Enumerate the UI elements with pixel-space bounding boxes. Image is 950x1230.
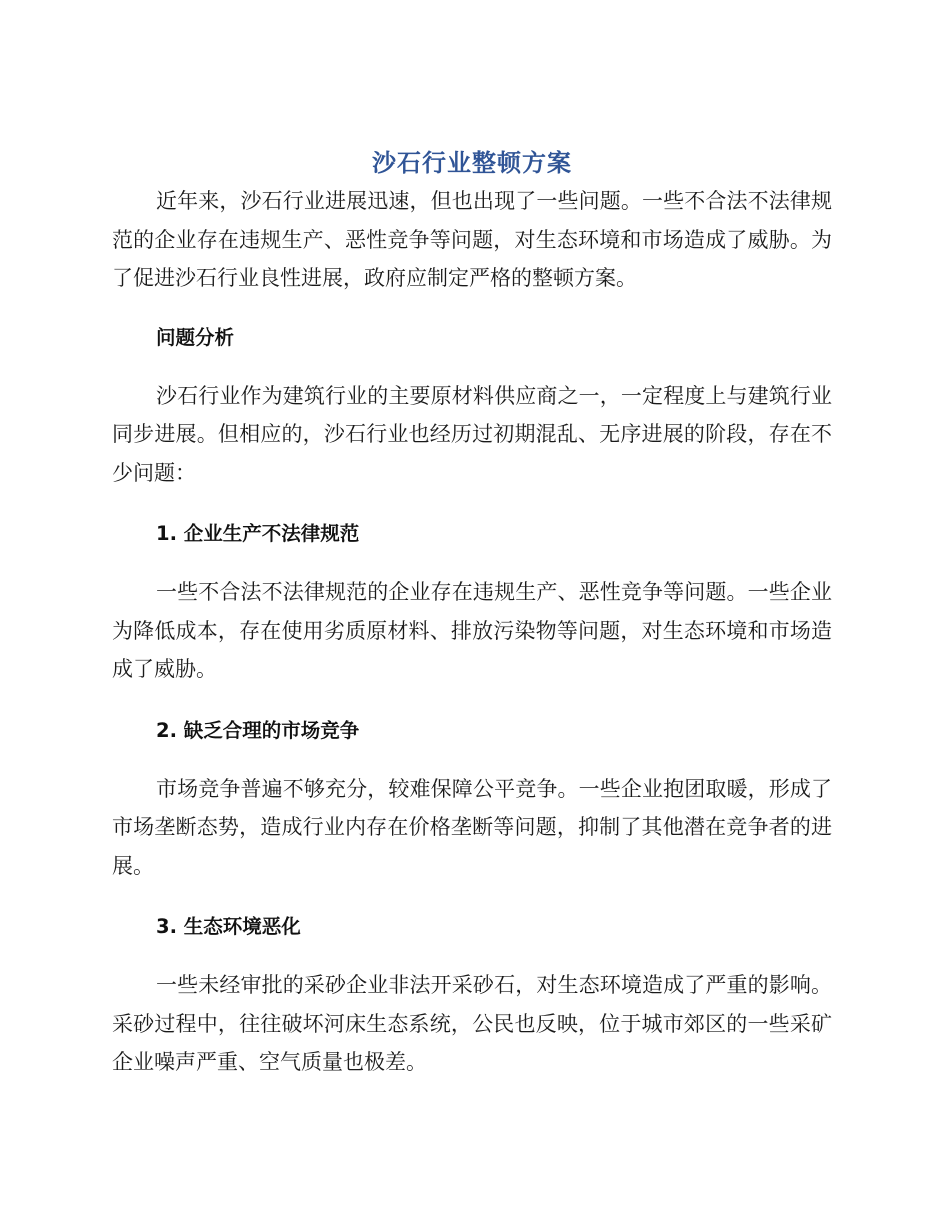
document-title: 沙石行业整顿方案 (372, 149, 572, 177)
section-intro-paragraph: 沙石行业作为建筑行业的主要原材料供应商之一，一定程度上与建筑行业同步进展。但相应的，沙石行业也经历过初期混乱、无序进展的阶段，存在不少问题： (112, 383, 832, 485)
item-heading-2: 2. 缺乏合理的市场竞争 (156, 718, 360, 742)
item-heading-3: 3. 生态环境恶化 (156, 915, 301, 938)
item-body-1: 一些不合法不法律规范的企业存在违规生产、恶性竞争等问题。一些企业为降低成本，存在使用劣质原材料、排放污染物等问题，对生态环境和市场造成了威胁。 (112, 580, 832, 681)
item-body-2: 市场竞争普遍不够充分，较难保障公平竞争。一些企业抱团取暖，形成了市场垄断态势，造成行业内存在价格垄断等问题，抑制了其他潜在竞争者的进展。 (112, 776, 832, 878)
intro-paragraph: 近年来，沙石行业进展迅速，但也出现了一些问题。一些不合法不法律规范的企业存在违规生产、恶性竞争等问题，对生态环境和市场造成了威胁。为了促进沙石行业良性进展，政府应制定严格的整顿方案。 (112, 189, 832, 290)
section-heading-problem-analysis: 问题分析 (156, 325, 235, 349)
item-body-3: 一些未经审批的采砂企业非法开采砂石，对生态环境造成了严重的影响。采砂过程中，往往破坏河床生态系统，公民也反映，位于城市郊区的一些采矿企业噪声严重、空气质量也极差。 (112, 973, 832, 1074)
document-content (112, 146, 832, 1082)
item-heading-1: 1. 企业生产不法律规范 (156, 522, 360, 545)
